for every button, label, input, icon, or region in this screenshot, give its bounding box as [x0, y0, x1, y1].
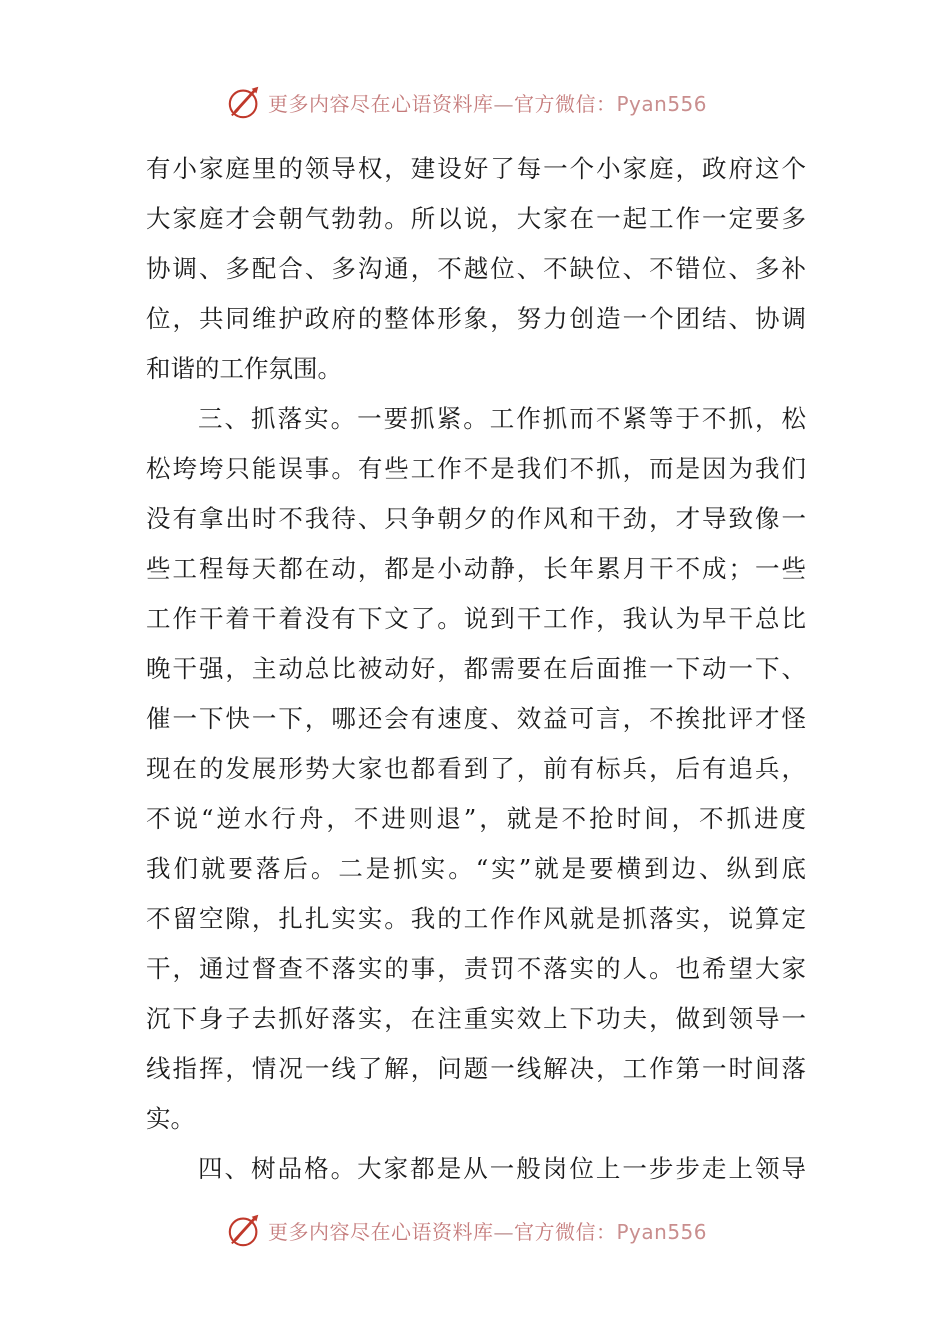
header-separator: —	[493, 91, 514, 116]
text-line: 我们就要落后。二是抓实。“实”就是要横到边、纵到底	[146, 854, 806, 883]
footer-wechat-id: Pyan556	[616, 1219, 708, 1244]
text-line: 没有拿出时不我待、只争朝夕的作风和干劲，才导致像一	[146, 504, 806, 533]
document-body	[146, 144, 806, 1194]
text-line: 实。	[146, 1104, 195, 1133]
header-site-text: 更多内容尽在心语资料库	[268, 91, 494, 116]
paragraph-start-line: 三、抓落实。一要抓紧。工作抓而不紧等于不抓，松	[198, 404, 806, 433]
header-text	[268, 88, 707, 117]
footer-wechat-label: 官方微信：	[514, 1219, 617, 1244]
header-banner	[0, 82, 950, 122]
text-line: 线指挥，情况一线了解，问题一线解决，工作第一时间落	[146, 1054, 806, 1083]
pen-logo-icon	[226, 1211, 264, 1249]
text-line: 协调、多配合、多沟通，不越位、不缺位、不错位、多补	[146, 254, 806, 283]
text-line: 松垮垮只能误事。有些工作不是我们不抓，而是因为我们	[146, 454, 806, 483]
text-line: 晚干强，主动总比被动好，都需要在后面推一下动一下、	[146, 654, 806, 683]
text-line: 位，共同维护政府的整体形象，努力创造一个团结、协调	[146, 304, 806, 333]
footer-site-text: 更多内容尽在心语资料库	[268, 1219, 494, 1244]
text-line: 不说“逆水行舟，不进则退”，就是不抢时间，不抓进度	[146, 804, 806, 833]
text-line: 工作干着干着没有下文了。说到干工作，我认为早干总比	[146, 604, 806, 633]
footer-text	[268, 1216, 707, 1245]
text-line: 大家庭才会朝气勃勃。所以说，大家在一起工作一定要多	[146, 204, 806, 233]
text-line: 和谐的工作氛围。	[146, 354, 342, 383]
footer-separator: —	[493, 1219, 514, 1244]
header-wechat-label: 官方微信：	[514, 91, 617, 116]
text-line: 沉下身子去抓好落实，在注重实效上下功夫，做到领导一	[146, 1004, 806, 1033]
pen-logo-icon	[226, 83, 264, 121]
paragraph-start-line: 四、树品格。大家都是从一般岗位上一步步走上领导	[198, 1154, 806, 1183]
text-line: 有小家庭里的领导权，建设好了每一个小家庭，政府这个	[146, 154, 806, 183]
text-line: 些工程每天都在动，都是小动静，长年累月干不成；一些	[146, 554, 806, 583]
header-wechat-id: Pyan556	[616, 91, 708, 116]
text-line: 干，通过督查不落实的事，责罚不落实的人。也希望大家	[146, 954, 806, 983]
text-line: 不留空隙，扎扎实实。我的工作作风就是抓落实，说算定	[146, 904, 806, 933]
text-line: 催一下快一下，哪还会有速度、效益可言，不挨批评才怪	[146, 704, 806, 733]
footer-banner	[0, 1210, 950, 1250]
text-line: 现在的发展形势大家也都看到了，前有标兵，后有追兵，	[146, 754, 806, 783]
